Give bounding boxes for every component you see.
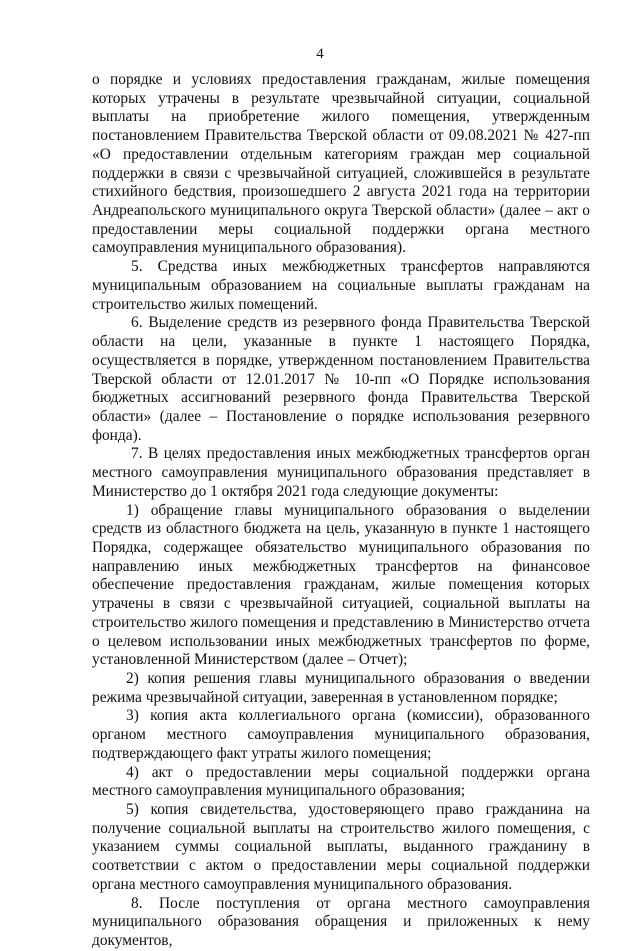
- paragraph-continuation: о порядке и условиях предоставления гражданам, жилые помещения которых утрачены в результате чрезвычайной ситуации, социальной выплаты на приобретение жилого помещения, утвержденным постановлением Правительства Тверской области от 09.08.2021 № 427-пп «О предоставлении отдельным категориям граждан мер социальной поддержки в связи с чрезвычайной ситуацией, сложившейся в результате стихийного бедствия, произошедшего 2 августа 2021 года на территории Андреапольского муниципального округа Тверской области» (далее – акт о предоставлении меры социальной поддержки органа местного самоуправления муниципального образования).: [92, 71, 590, 257]
- paragraph-item-7: 7. В целях предоставления иных межбюджетных трансфертов орган местного самоуправления муниципального образования представляет в Министерство до 1 октября 2021 года следующие документы:: [92, 445, 590, 500]
- paragraph-item-5: 5. Средства иных межбюджетных трансфертов направляются муниципальным образованием на социальные выплаты гражданам на строительство жилых помещений.: [92, 258, 590, 313]
- subitem-5: 5) копия свидетельства, удостоверяющего право гражданина на получение социальной выплаты на строительство жилого помещения, с указанием суммы социальной выплаты, выданного гражданину в соответствии с актом о предоставлении меры социальной поддержки органа местного самоуправления муниципального образования.: [92, 801, 590, 893]
- page-number: 4: [316, 46, 324, 62]
- subitem-4: 4) акт о предоставлении меры социальной поддержки органа местного самоуправления муниципального образования;: [92, 763, 590, 800]
- paragraph-item-8: 8. После поступления от органа местного самоуправления муниципального образования обращения и приложенных к нему документов,: [92, 894, 590, 950]
- document-body: [92, 71, 590, 951]
- paragraph-item-6: 6. Выделение средств из резервного фонда Правительства Тверской области на цели, указанные в пункте 1 настоящего Порядка, осуществляется в порядке, утвержденном постановлением Правительства Тверской области от 12.01.2017 № 10-пп «О Порядке использования бюджетных ассигнований резервного фонда Правительства Тверской области» (далее – Постановление о порядке использования резервного фонда).: [92, 314, 590, 444]
- subitem-1: 1) обращение главы муниципального образования о выделении средств из областного бюджета на цель, указанную в пункте 1 настоящего Порядка, содержащее обязательство муниципального образования по направлению иных межбюджетных трансфертов на финансовое обеспечение предоставления гражданам, жилые помещения которых утрачены в связи с чрезвычайной ситуацией, социальной выплаты на строительство жилого помещения и представлению в Министерство отчета о целевом использовании иных межбюджетных трансфертов по форме, установленной Министерством (далее – Отчет);: [92, 501, 590, 669]
- subitem-3: 3) копия акта коллегиального органа (комиссии), образованного органом местного самоуправления муниципального образования, подтверждающего факт утраты жилого помещения;: [92, 707, 590, 762]
- subitem-2: 2) копия решения главы муниципального образования о введении режима чрезвычайной ситуации, заверенная в установленном порядке;: [92, 670, 590, 706]
